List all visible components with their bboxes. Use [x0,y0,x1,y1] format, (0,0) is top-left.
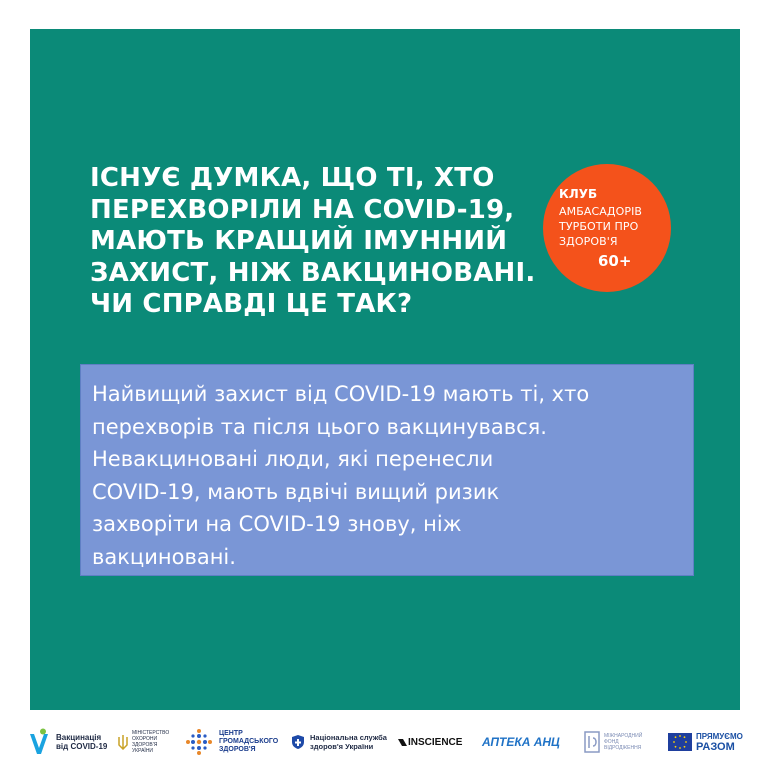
answer-line: COVID-19, мають вдвічі вищий ризик [92,479,500,504]
logo-text: Вакцинація [56,733,102,742]
answer-line: перехворів та після цього вакцинувався. [92,414,547,439]
inscience-mark-icon [398,738,407,747]
badge-line: ТУРБОТИ ПРО [559,220,639,233]
headline-line: ІСНУЄ ДУМКА, ЩО ТІ, ХТО [90,163,495,193]
mfv-logo [584,726,642,758]
trident-icon [118,734,128,750]
vaccination-v-icon [28,728,50,756]
logo-text: АПТЕКА АНЦ [482,734,560,749]
logo-text: здоров'я України [310,742,374,751]
headline-line: ЗАХИСТ, НІЖ ВАКЦИНОВАНІ. [90,257,536,288]
answer-text [92,378,690,573]
logo-text: ФОНД [604,739,619,745]
logo-text: УКРАЇНИ [132,748,154,754]
answer-box [80,364,694,576]
ministry-logo [118,726,169,758]
shield-icon [291,734,305,750]
logo-text: ЗДОРОВ'Я [219,746,256,753]
answer-line: Невакциновані люди, які перенесли [92,447,494,471]
logo-text: РАЗОМ [696,741,735,753]
logo-text: ГРОМАДСЬКОГО [219,738,279,745]
nszu-logo [291,726,387,758]
logo-text: ОХОРОНИ [132,736,158,742]
logo-text: Національна служба [310,733,387,742]
logo-text: ВІДРОДЖЕННЯ [604,745,642,751]
cgz-logo [184,726,278,758]
apteka-logo [482,726,560,758]
headline [90,163,536,321]
logo-text: INSCIENCE [408,736,463,748]
logo-text: ПРЯМУЄМО [696,732,743,741]
logo-text: від COVID-19 [56,742,108,751]
logo-text: МІНІСТЕРСТВО [132,730,170,736]
razom-logo [668,726,743,758]
logo-text: ЗДОРОВ'Я [132,742,158,748]
logo-text: ЦЕНТР [219,730,243,737]
ambassadors-club-badge [543,164,671,292]
eu-flag-icon [668,733,692,751]
badge-line: АМБАСАДОРІВ [559,205,643,218]
cgz-cross-icon [184,727,214,757]
answer-line: Найвищий захист від COVID-19 мають ті, хто [92,382,590,406]
headline-line: МАЮТЬ КРАЩИЙ ІМУННИЙ [90,226,508,256]
headline-line: ЧИ СПРАВДІ ЦЕ ТАК? [90,289,413,319]
headline-line: ПЕРЕХВОРІЛИ НА COVID-19, [90,194,515,225]
partner-logos-footer [0,710,768,768]
badge-club-label: КЛУБ [559,187,598,201]
vaccination-logo [28,726,107,758]
badge-age-label: 60+ [598,252,632,270]
answer-line: захворіти на COVID-19 знову, ніж [92,512,462,536]
inscience-logo [398,726,462,758]
badge-line: ЗДОРОВ'Я [559,235,618,248]
answer-line: вакциновані. [92,544,236,569]
mfv-mark-icon [584,731,600,753]
logo-text: МІЖНАРОДНИЙ [604,733,643,739]
